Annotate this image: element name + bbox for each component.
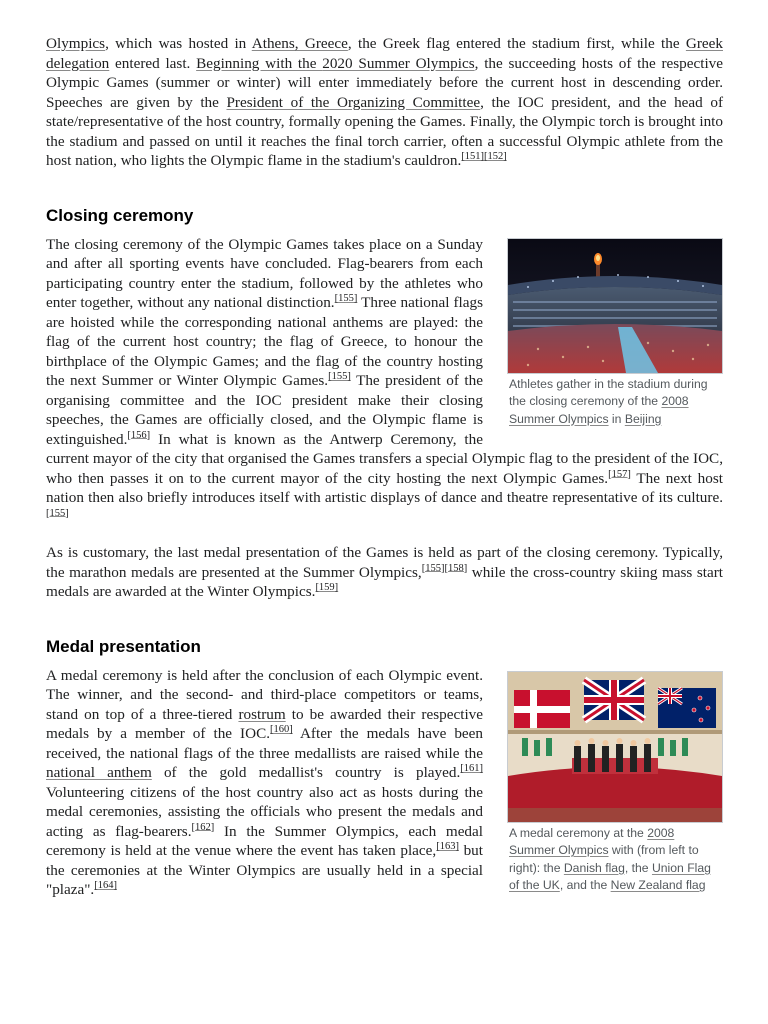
link-national-anthem[interactable]: national anthem [46, 764, 152, 781]
article-body [46, 34, 723, 901]
figure-closing-ceremony [507, 238, 723, 429]
ref-163[interactable]: [163] [436, 840, 459, 852]
closing-ceremony-photo[interactable] [507, 238, 723, 374]
new-zealand-flag-icon [658, 688, 716, 728]
figure-medal-ceremony [507, 671, 723, 895]
intro-paragraph: Olympics, which was hosted in Athens, Greece, the Greek flag entered the stadium first, while the Greek delegation entered last. Beginning with the 2020 Summer Olympics, the succeeding hosts of the respective Olympic Games (summer or winter) will enter immediately before the current host in descending order. Speeches are given by the President of the Organizing Committee, the IOC president, and the head of state/representative of the host country, formally opening the Games. Finally, the Olympic torch is brought into the stadium and passed on until it reaches the final torch carrier, often a successful Olympic athlete from the host nation, who lights the Olympic flame in the stadium's cauldron.[151][152] [46, 35, 724, 169]
link-president-organizing-committee[interactable]: President of the Organizing Committee [226, 93, 481, 111]
link-olympics[interactable]: Olympics [46, 35, 106, 52]
link-2020-summer-olympics[interactable]: 2020 Summer Olympics [322, 54, 475, 72]
heading-medal-presentation: Medal presentation [46, 636, 201, 656]
ref-155-158[interactable]: [155][158] [421, 562, 468, 574]
closing-paragraph-2: As is customary, the last medal presentation of the Games is held as part of the closing ceremony. Typically, the marathon medals are presented at the Summer Olympics,[155][158] while the cross-country skiing mass start medals are awarded at the Winter Olympics.[159] [46, 544, 723, 600]
ref-155[interactable]: [155] [46, 507, 69, 519]
danish-flag-icon [514, 690, 570, 728]
link-beginning-with[interactable]: Beginning with the [196, 54, 323, 72]
heading-closing-ceremony: Closing ceremony [46, 205, 194, 225]
ref-160[interactable]: [160] [270, 723, 293, 735]
caption-link-danish-flag[interactable]: Danish flag [563, 860, 625, 875]
caption-link-2008-summer-olympics[interactable]: 2008 Summer Olympics [509, 825, 675, 857]
caption-medal-ceremony: A medal ceremony at the 2008 Summer Olympics with (from left to right): the Danish flag, the Union Flag of the UK, and the New Zealand flag [509, 825, 711, 892]
medal-ceremony-photo[interactable] [507, 671, 723, 823]
ref-164[interactable]: [164] [94, 879, 117, 891]
closing-paragraph-1: The closing ceremony of the Olympic Games takes place on a Sunday and after all sporting events have concluded. Flag-bearers from each participating country enter the stadium, followed by the athletes who enter together, without any national distinction.[155] Three national flags are hoisted while the corresponding national anthems are played: the flag of the current host country; the flag of Greece, to honour the birthplace of the Olympic Games; and the flag of the country hosting the next Summer or Winter Olympic Games.[155] The president of the organising committee and the IOC president make their closing speeches, the Games are officially closed, and the Olympic flame is extinguished.[156] In what is known as the Antwerp Ceremony, the current mayor of the city that organised the Games transfers a special Olympic flag to the president of the IOC, who then passes it on to the current mayor of the city hosting the next Olympic Games.[157] The next host nation then also briefly introduces itself with artistic displays of dance and theatre representative of its culture.[155] [46, 235, 723, 519]
ref-155[interactable]: [155] [334, 292, 358, 304]
caption-link-beijing[interactable]: Beijing [624, 411, 662, 426]
union-flag-icon [584, 680, 644, 720]
caption-link-union-flag[interactable]: Union Flag of the UK [509, 860, 711, 892]
ref-157[interactable]: [157] [608, 468, 631, 480]
medal-paragraph: A medal ceremony is held after the conclusion of each Olympic event. The winner, and the second- and third-place competitors or teams, stand on top of a three-tiered rostrum to be awarded their respective medals by a member of the IOC.[160] After the medals have been received, the national flags of the three medallists are raised while the national anthem of the gold medallist's country is played.[161] Volunteering citizens of the host country also act as hosts during the medal ceremonies, assisting the officials who present the medals and acting as flag-bearers.[162] In the Summer Olympics, each medal ceremony is held at the venue where the event has taken place,[163] but the ceremonies at the Winter Olympics are usually held in a special "plaza".[164] [46, 666, 484, 898]
link-rostrum[interactable]: rostrum [238, 705, 286, 723]
ref-155[interactable]: [155] [328, 370, 351, 382]
ref-159[interactable]: [159] [315, 581, 339, 593]
ref-162[interactable]: [162] [191, 821, 215, 833]
link-greek-delegation[interactable]: Greek delegation [46, 35, 723, 72]
ref-161[interactable]: [161] [460, 762, 484, 774]
caption-link-2008-summer-olympics[interactable]: 2008 Summer Olympics [509, 394, 689, 426]
caption-link-new-zealand-flag[interactable]: New Zealand flag [610, 878, 706, 892]
caption-closing-ceremony: Athletes gather in the stadium during the closing ceremony of the 2008 Summer Olympics in Beijing [509, 376, 708, 426]
ref-151-152[interactable]: [151][152] [461, 150, 507, 162]
link-athens-greece[interactable]: Athens, Greece [251, 35, 348, 52]
ref-156[interactable]: [156] [127, 429, 151, 441]
